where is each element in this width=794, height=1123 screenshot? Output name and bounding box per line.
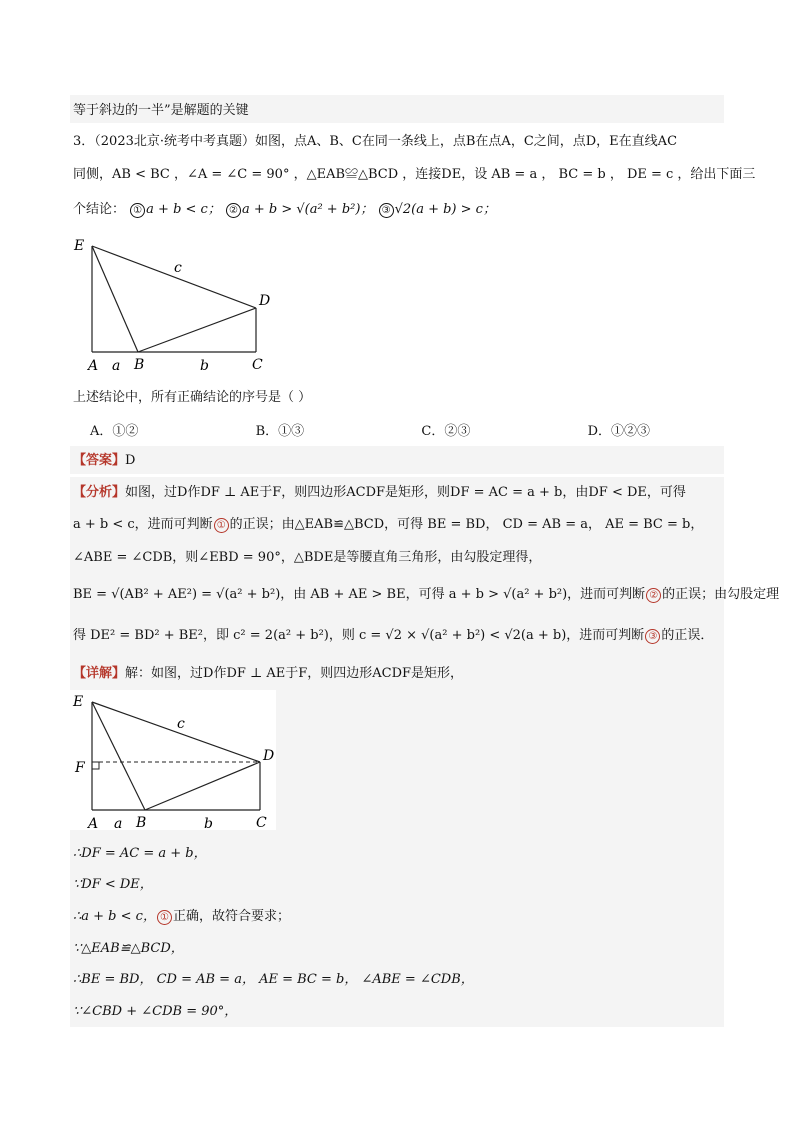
figure-1 <box>68 232 278 380</box>
question-prompt: 上述结论中，所有正确结论的序号是（ ） <box>73 390 312 405</box>
detail-step-1: ∴DF = AC = a + b， <box>73 846 207 861</box>
detail-step-2: ∵DF < DE， <box>73 877 153 892</box>
analysis-marker-1: ① <box>214 518 229 533</box>
band-row-answer <box>70 446 724 474</box>
analysis-line-2 <box>73 516 703 534</box>
label2-B: B <box>136 815 147 830</box>
conclusion-marker-2: ② <box>226 203 241 218</box>
answer-value: D <box>125 453 136 468</box>
figure-2 <box>70 690 276 830</box>
conclusion-3: √2(a + b) > c； <box>394 202 496 217</box>
analysis-text-4a: BE = √(AB² + AE²) = √(a² + b²)，由 AB + AE > BE，可得 a + b > √(a² + b²)，进而可判断 <box>73 587 646 602</box>
label2-c: c <box>177 716 185 732</box>
analysis-line-5 <box>73 627 713 645</box>
analysis-text-4b: 的正误；由勾股定理 <box>662 587 780 602</box>
question-line-2: 同侧，AB < BC ，∠A = ∠C = 90° ，△EAB≌△BCD ，连接DE，设 AB = a ， BC = b ， DE = c ，给出下面三 <box>73 167 756 182</box>
analysis-text-5b: 的正误． <box>661 628 714 643</box>
analysis-text-2a: a + b < c，进而可判断 <box>73 517 213 532</box>
analysis-tag: 【分析】 <box>73 485 126 500</box>
analysis-text-5a: 得 DE² = BD² + BE²，即 c² = 2(a² + b²)，则 c = √2 × √(a² + b²) < √2(a + b)，进而可判断 <box>73 628 645 643</box>
detail-tag: 【详解】 <box>73 666 126 681</box>
choice-b[interactable]: B．①③ <box>255 424 305 439</box>
label2-E: E <box>73 694 84 710</box>
detail-text-3a: ∴a + b < c， <box>73 909 156 924</box>
choice-d[interactable]: D．①②③ <box>587 424 650 439</box>
conclusion-2: a + b > √(a² + b²)； <box>241 202 374 217</box>
detail-step-3 <box>73 908 290 926</box>
label2-C: C <box>256 815 267 830</box>
analysis-line-4 <box>73 586 779 604</box>
label2-b: b <box>204 816 213 830</box>
question-line-1: 3．（2023北京·统考中考真题）如图，点A、B、C在同一条线上，点B在点A，C之间，点D，E在直线AC <box>73 134 678 149</box>
label2-D: D <box>263 748 275 764</box>
analysis-marker-2: ② <box>646 588 661 603</box>
label-C: C <box>252 357 263 373</box>
question-line-3 <box>73 201 496 219</box>
label2-A: A <box>88 816 99 830</box>
analysis-line-1 <box>73 484 686 502</box>
label-c: c <box>174 260 182 276</box>
choice-a[interactable]: A．①② <box>90 424 139 439</box>
analysis-line-3: ∠ABE = ∠CDB，则∠EBD = 90°，△BDE是等腰直角三角形，由勾股定理得， <box>73 550 542 565</box>
label-D: D <box>259 293 271 309</box>
label2-a: a <box>114 816 123 830</box>
conclusion-1: a + b < c； <box>146 202 221 217</box>
conclusion-marker-3: ③ <box>379 203 394 218</box>
analysis-text-2b: 的正误；由△EAB≌△BCD，可得 BE = BD， CD = AB = a， AE = BC = b， <box>229 517 704 532</box>
continuation-line: 等于斜边的一半”是解题的关键 <box>73 103 249 118</box>
detail-text-1: 解：如图，过D作DF ⊥ AE于F，则四边形ACDF是矩形， <box>125 666 464 681</box>
choices-row <box>90 420 650 439</box>
label-E: E <box>74 238 85 254</box>
conclusion-marker-1: ① <box>130 203 145 218</box>
label-a: a <box>112 358 121 374</box>
figure-2-panel <box>70 690 276 830</box>
answer-tag: 【答案】 <box>73 453 126 468</box>
detail-step-4: ∵△EAB≌△BCD， <box>73 941 184 956</box>
detail-marker-1: ① <box>157 910 172 925</box>
choice-c[interactable]: C．②③ <box>421 424 471 439</box>
conclusions-label: 个结论： <box>73 202 126 217</box>
detail-line-1 <box>73 665 463 683</box>
label2-F: F <box>75 760 85 776</box>
detail-step-5: ∴BE = BD， CD = AB = a， AE = BC = b， ∠ABE = ∠CDB， <box>73 972 474 987</box>
analysis-marker-3: ③ <box>645 629 660 644</box>
label-b: b <box>200 358 209 374</box>
detail-text-3b: 正确，故符合要求； <box>172 909 290 924</box>
answer-line <box>73 452 135 470</box>
analysis-text-1: 如图，过D作DF ⊥ AE于F，则四边形ACDF是矩形，则DF = AC = a + b，由DF < DE，可得 <box>125 485 686 500</box>
label-B: B <box>134 357 145 373</box>
label-A: A <box>88 358 99 374</box>
detail-step-6: ∵∠CBD + ∠CDB = 90°， <box>73 1004 238 1019</box>
